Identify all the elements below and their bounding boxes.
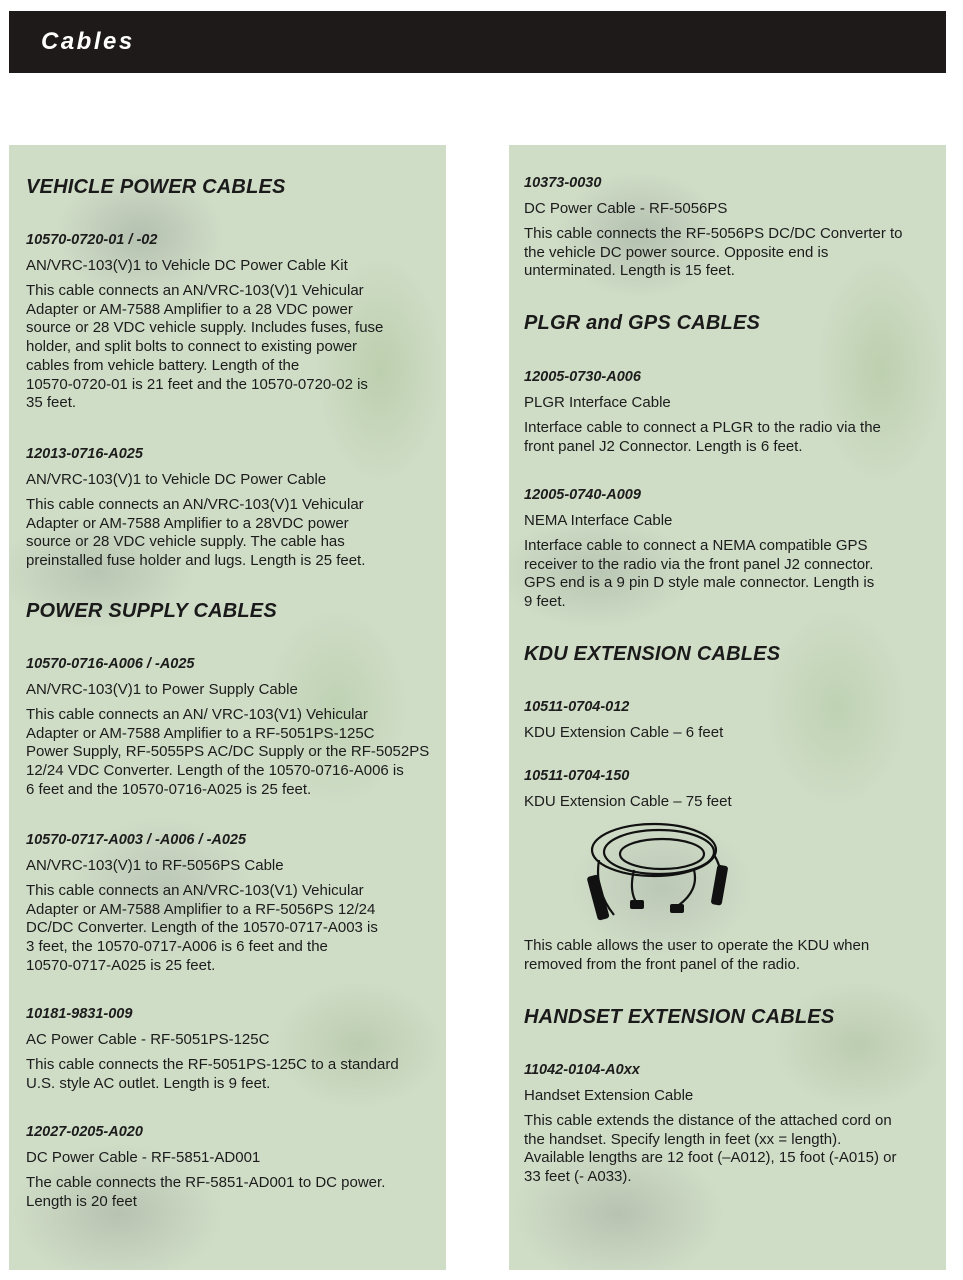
description-line: 35 feet. [26,394,77,412]
description-line: This cable allows the user to operate the KDU when [524,937,870,954]
cable-entry [26,1124,438,1211]
section-heading: KDU EXTENSION CABLES [524,643,781,665]
part-number: 12005-0740-A009 [524,487,641,503]
cable-title: Handset Extension Cable [524,1087,694,1104]
description-line: GPS end is a 9 pin D style male connector. Length is [524,574,875,592]
cable-entry [524,768,938,818]
part-number: 12027-0205-A020 [26,1124,143,1140]
description-line: the handset. Specify length in feet (xx = length). [524,1130,842,1148]
description-line: preinstalled fuse holder and lugs. Length is 25 feet. [26,552,366,570]
description-line: Adapter or AM-7588 Amplifier to a 28VDC power [26,514,349,532]
description-line: 9 feet. [524,593,566,611]
cable-title: AC Power Cable - RF-5051PS-125C [26,1031,270,1048]
description-line: This cable connects the RF-5051PS-125C to a standard [26,1056,399,1073]
description-line: U.S. style AC outlet. Length is 9 feet. [26,1074,271,1092]
description-line: removed from the front panel of the radio. [524,955,800,973]
part-number: 10570-0720-01 / -02 [26,232,158,248]
part-number: 10570-0716-A006 / -A025 [26,656,195,672]
cable-title: KDU Extension Cable – 6 feet [524,724,724,741]
description-line: This cable connects an AN/VRC-103(V)1 Vehicular [26,496,364,513]
cable-entry [26,446,438,571]
description-line: Interface cable to connect a PLGR to the radio via the [524,419,881,436]
cable-title: DC Power Cable - RF-5851-AD001 [26,1149,261,1166]
description-line: Interface cable to connect a NEMA compatible GPS [524,537,868,554]
cable-title: KDU Extension Cable – 75 feet [524,793,732,810]
description-line: 6 feet and the 10570-0716-A025 is 25 feet. [26,780,312,798]
cable-title: NEMA Interface Cable [524,512,673,529]
description-line: the vehicle DC power source. Opposite end is [524,243,829,261]
part-number: 12005-0730-A006 [524,369,641,385]
part-number: 10511-0704-012 [524,699,630,715]
section-heading: PLGR and GPS CABLES [524,312,761,334]
description-paragraph [524,937,938,974]
description-line: receiver to the radio via the front panel J2 connector. [524,555,874,573]
description-line: holder, and split bolts to connect to existing power [26,338,358,356]
description-line: unterminated. Length is 15 feet. [524,262,735,280]
description-line: Adapter or AM-7588 Amplifier to a 28 VDC power [26,300,353,318]
description-line: This cable connects an AN/VRC-103(V1) Vehicular [26,882,364,899]
part-number: 10511-0704-150 [524,768,630,784]
right-column [509,145,946,1270]
description-line: Length is 20 feet [26,1192,137,1210]
cable-entry [524,1062,938,1187]
part-number: 11042-0104-A0xx [524,1062,640,1078]
description-line: The cable connects the RF-5851-AD001 to DC power. [26,1174,386,1191]
page-title: Cables [41,28,135,55]
description-line: Adapter or AM-7588 Amplifier to a RF-5051PS-125C [26,724,375,742]
description-line: 10570-0720-01 is 21 feet and the 10570-0720-02 is [26,375,368,393]
description-line: source or 28 VDC vehicle supply. The cable has [26,533,345,551]
cable-title: AN/VRC-103(V)1 to Power Supply Cable [26,681,298,698]
cable-entry [26,656,438,800]
section-heading: HANDSET EXTENSION CABLES [524,1006,835,1028]
description-line: 3 feet, the 10570-0717-A006 is 6 feet and the [26,938,328,956]
section-heading: VEHICLE POWER CABLES [26,176,286,198]
cable-entry [524,369,938,456]
cable-title: AN/VRC-103(V)1 to RF-5056PS Cable [26,857,284,874]
cable-entry [524,699,938,749]
cable-entry [524,175,938,281]
description-line: This cable connects an AN/ VRC-103(V1) Vehicular [26,706,368,723]
description-line: 33 feet (- A033). [524,1168,632,1186]
description-line: Power Supply, RF-5055PS AC/DC Supply or the RF-5052PS [26,743,430,761]
description-line: This cable connects an AN/VRC-103(V)1 Vehicular [26,282,364,299]
description-line: cables from vehicle battery. Length of the [26,356,300,374]
section-heading: POWER SUPPLY CABLES [26,600,277,622]
part-number: 10181-9831-009 [26,1006,133,1022]
description-line: 12/24 VDC Converter. Length of the 10570-0716-A006 is [26,762,404,780]
description-line: front panel J2 Connector. Length is 6 feet. [524,437,803,455]
cable-title: AN/VRC-103(V)1 to Vehicle DC Power Cable [26,471,327,488]
left-column [9,145,446,1270]
part-number: 10373-0030 [524,175,602,191]
part-number: 12013-0716-A025 [26,446,143,462]
page-header-banner [9,11,946,73]
cable-title: AN/VRC-103(V)1 to Vehicle DC Power Cable Kit [26,257,348,274]
description-line: DC/DC Converter. Length of the 10570-0717-A003 is [26,919,378,937]
cable-entry [26,832,438,976]
cable-entry [524,487,938,612]
cable-title: DC Power Cable - RF-5056PS [524,200,728,217]
description-line: This cable extends the distance of the attached cord on [524,1112,892,1129]
cable-entry [26,232,438,413]
description-line: 10570-0717-A025 is 25 feet. [26,956,216,974]
description-line: source or 28 VDC vehicle supply. Includes fuses, fuse [26,319,384,337]
cable-title: PLGR Interface Cable [524,394,671,411]
description-line: Available lengths are 12 foot (–A012), 15 foot (-A015) or [524,1149,897,1167]
description-line: This cable connects the RF-5056PS DC/DC Converter to [524,225,903,242]
kdu-extension-cable-image [574,820,744,930]
cable-entry [26,1006,438,1093]
description-line: Adapter or AM-7588 Amplifier to a RF-5056PS 12/24 [26,900,376,918]
part-number: 10570-0717-A003 / -A006 / -A025 [26,832,247,848]
